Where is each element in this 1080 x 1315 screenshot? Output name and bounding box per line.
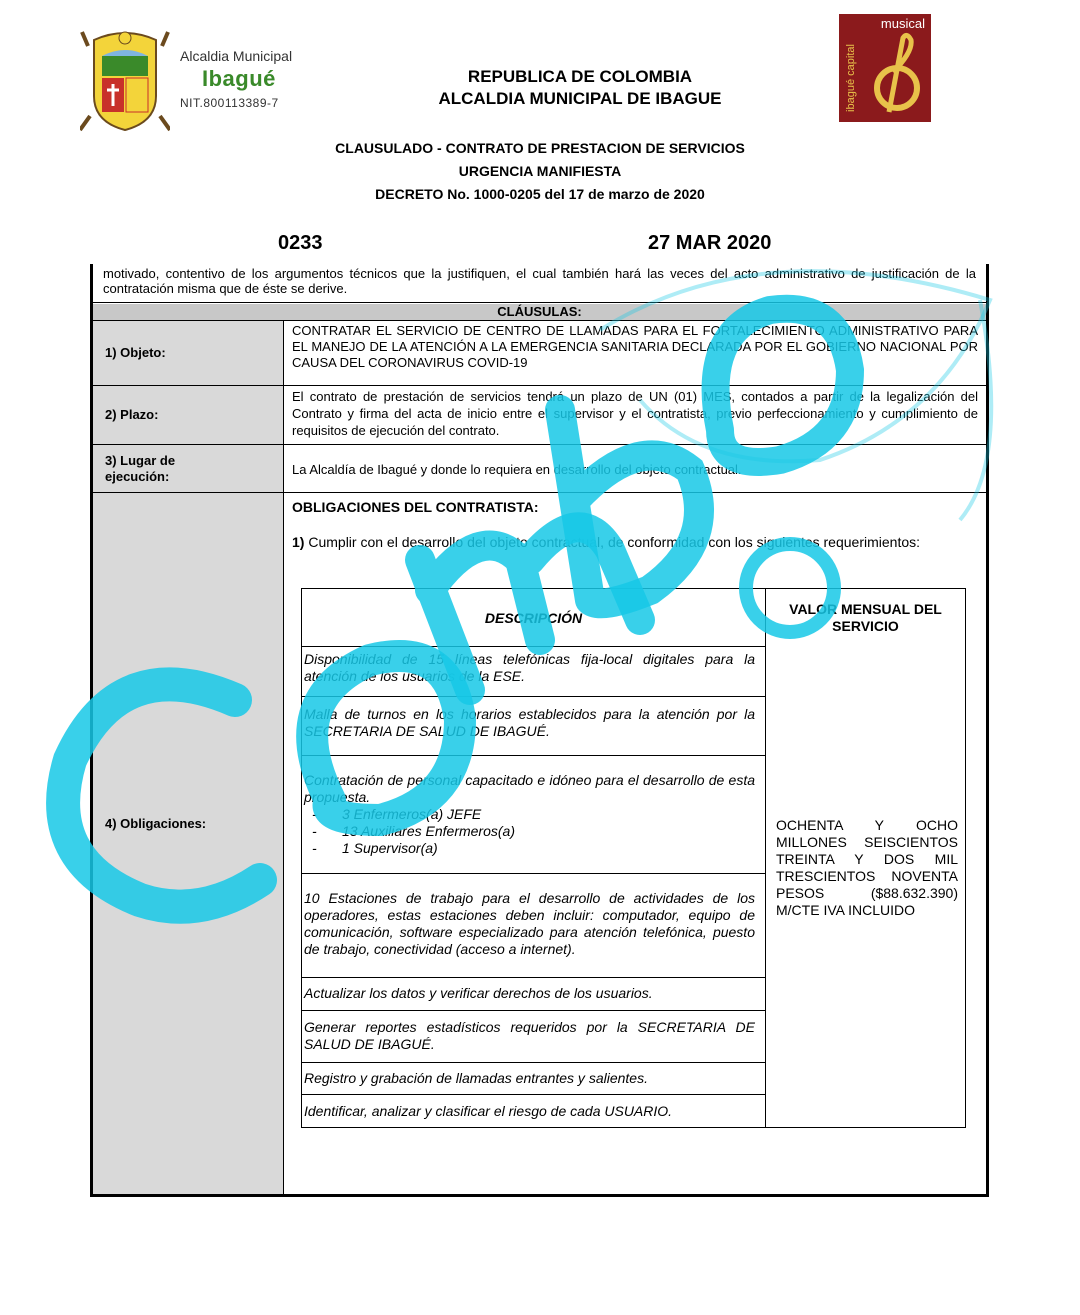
obligation-item-text: Cumplir con el desarrollo del objeto contractual, de conformidad con los siguientes requerimientos: [308, 534, 921, 550]
valor-mensual: OCHENTA Y OCHO MILLONES SEISCIENTOS TREINTA Y DOS MIL TRESCIENTOS NOVENTA PESOS ($88.632.390) M/CTE IVA INCLUIDO [776, 817, 958, 918]
subheader-line1: CLAUSULADO - CONTRATO DE PRESTACION DE SERVICIOS [335, 140, 745, 156]
clause-lugar [93, 445, 986, 492]
logo-capital-text: ibagué capital [844, 44, 857, 112]
lugar-label [93, 445, 284, 492]
clause-plazo [93, 386, 986, 444]
list-item: - 1 Supervisor(a) [304, 840, 755, 857]
plazo-text: El contrato de prestación de servicios tendrá un plazo de UN (01) MES, contados a partir de la legalización del Contrato y firma del acta de inicio entre el supervisor y el contratista, previo perfeccionamiento y cumplimiento de requisitos de ejecución del contrato. [292, 389, 978, 438]
coat-of-arms-icon [80, 26, 170, 134]
row-text: Contratación de personal capacitado e idóneo para el desarrollo de esta propuesta. [304, 772, 755, 805]
clausulas-heading: CLÁUSULAS: [93, 304, 986, 320]
alcaldia-logo [76, 22, 326, 140]
plazo-label: 2) Plazo: [93, 386, 284, 444]
table-row [302, 755, 765, 873]
obligation-item-number: 1) [292, 534, 305, 550]
services-table [301, 588, 966, 1128]
table-row: Generar reportes estadísticos requeridos por la SECRETARIA DE SALUD DE IBAGUÉ. [302, 1010, 765, 1062]
contract-date: 27 MAR 2020 [648, 232, 772, 254]
obligation-item-1 [292, 534, 978, 551]
logo-nit: NIT.800113389-7 [180, 96, 279, 110]
table-row: Actualizar los datos y verificar derechos de los usuarios. [302, 977, 765, 1010]
ibague-musical-logo [839, 14, 931, 122]
objeto-text: CONTRATAR EL SERVICIO DE CENTRO DE LLAMADAS PARA EL FORTALECIMIENTO ADMINISTRATIVO PARA EL MANEJO DE LA ATENCIÓN A LA EMERGENCIA SANITARIA DECLARADA POR EL GOBIERNO NACIONAL POR CAUSA DEL CORONAVIRUS COVID-19 [292, 323, 978, 370]
table-row: Disponibilidad de 15 líneas telefónicas fija-local digitales para la atención de los usuarios de la ESE. [302, 646, 765, 696]
obligaciones-title: OBLIGACIONES DEL CONTRATISTA: [292, 499, 539, 515]
descripcion-header: DESCRIPCIÓN [484, 609, 583, 626]
lugar-label-1: 3) Lugar de [105, 452, 176, 468]
contract-number: 0233 [278, 232, 323, 254]
header-title-1: REPUBLICA DE COLOMBIA [467, 67, 693, 86]
logo-line1: Alcaldia Municipal [180, 48, 293, 64]
clause-objeto [93, 321, 986, 385]
list-item: - 3 Enfermeros(a) JEFE [304, 806, 755, 823]
lugar-text: La Alcaldía de Ibagué y donde lo requiera en desarrollo del objeto contractual. [292, 461, 742, 477]
list-item: - 13 Auxiliares Enfermeros(a) [304, 823, 755, 840]
valor-header: VALOR MENSUAL DEL SERVICIO [789, 600, 942, 634]
objeto-label: 1) Objeto: [93, 321, 284, 385]
lugar-label-2: ejecución: [105, 468, 170, 484]
intro-text: motivado, contentivo de los argumentos técnicos que la justifiquen, el cual también hará las veces del acto administrativo de justificación de la contratación misma que de éste se derive. [103, 266, 976, 296]
table-row: Registro y grabación de llamadas entrantes y salientes. [302, 1062, 765, 1094]
subheader-line2: URGENCIA MANIFIESTA [458, 163, 622, 179]
staff-list [304, 806, 755, 857]
treble-clef-icon [863, 32, 925, 116]
obligaciones-label: 4) Obligaciones: [93, 493, 284, 1194]
table-row: 10 Estaciones de trabajo para el desarrollo de actividades de los operadores, estas estaciones deben incluir: computador, equipo de comunicación, software especializado para atención telefónica, puesto de trabajo, conectividad (acceso a internet). [302, 873, 765, 977]
table-row: Identificar, analizar y clasificar el riesgo de cada USUARIO. [302, 1094, 765, 1128]
header-title-2: ALCALDIA MUNICIPAL DE IBAGUE [438, 89, 722, 108]
table-row: Malla de turnos en los horarios establecidos para la atención por la SECRETARIA DE SALUD DE IBAGUÉ. [302, 696, 765, 755]
logo-line2: Ibagué [202, 66, 276, 91]
logo-musical-text: musical [880, 16, 925, 31]
subheader-line3: DECRETO No. 1000-0205 del 17 de marzo de 2020 [375, 186, 705, 202]
